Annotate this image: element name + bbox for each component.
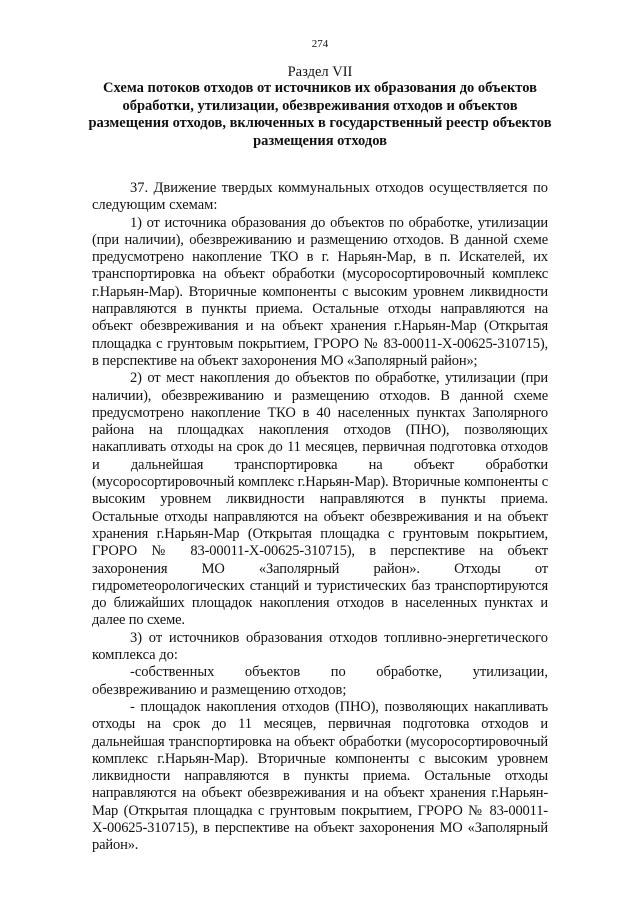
paragraph-intro: 37. Движение твердых коммунальных отходов осуществляется по следующим схемам: <box>92 180 548 214</box>
paragraph-scheme-1: 1) от источника образования до объектов по обработке, утилизации (при наличии), обезвреживанию и размещению отходов. В данной схеме предусмотрено накопление ТКО в г. Нарьян-Мар, в п. Искателей, их транспортировка на объект обработки (мусоросортировочный комплекс г.Нарьян-Мар). Вторичные компоненты с высоким уровнем ликвидности направляются в пункты приема. Остальные отходы направляются на объект обезвреживания и на объект хранения г.Нарьян-Мар (Открытая площадка с грунтовым покрытием, ГРОРО № 83-00011-Х-00625-310715), в перспективе на объект захоронения МО «Заполярный район»; <box>92 214 548 369</box>
paragraph-scheme-3-item-1: -собственных объектов по обработке, утилизации, обезвреживанию и размещению отходов; <box>92 664 548 698</box>
paragraph-scheme-2: 2) от мест накопления до объектов по обработке, утилизации (при наличии), обезвреживанию и размещению отходов. В данной схеме предусмотрено накопление ТКО в 40 населенных пунктах Заполярного района на площадках накопления отходов (ПНО), позволяющих накапливать отходы на срок до 11 месяцев, первичная подготовка отходов и дальнейшая транспортировка на объект обработки (мусоросортировочный комплекс г.Нарьян-Мар). Вторичные компоненты с высоким уровнем ликвидности направляются в пункты приема. Остальные отходы направляются на объект обезвреживания и на объект хранения г.Нарьян-Мар (Открытая площадка с грунтовым покрытием, ГРОРО № 83-00011-Х-00625-310715), в перспективе на объект захоронения МО «Заполярный район». Отходы от гидрометеорологических станций и туристических баз транспортируются до ближайших площадок накопления отходов в населенных пунктах и далее по схеме. <box>92 370 548 629</box>
paragraph-scheme-3-item-2: - площадок накопления отходов (ПНО), позволяющих накапливать отходы на срок до 11 месяцев, первичная подготовка отходов и дальнейшая транспортировка на объект обработки (мусоросортировочный комплекс г.Нарьян-Мар). Вторичные компоненты с высоким уровнем ликвидности направляются в пункты приема. Остальные отходы направляются на объект обезвреживания и на объект хранения г.Нарьян-Мар (Открытая площадка с грунтовым покрытием, ГРОРО № 83-00011-Х-00625-310715), в перспективе на объект захоронения МО «Заполярный район». <box>92 698 548 854</box>
page-number: 274 <box>311 38 329 50</box>
section-title: Схема потоков отходов от источников их образования до объектов обработки, утилизации, обезвреживания отходов и объектов размещения отходов, включенных в государственный реестр объектов размещения отходов <box>88 80 552 149</box>
paragraph-scheme-3: 3) от источников образования отходов топливно-энергетического комплекса до: <box>92 629 548 664</box>
document-body <box>92 180 548 855</box>
section-label: Раздел VII <box>287 64 353 80</box>
